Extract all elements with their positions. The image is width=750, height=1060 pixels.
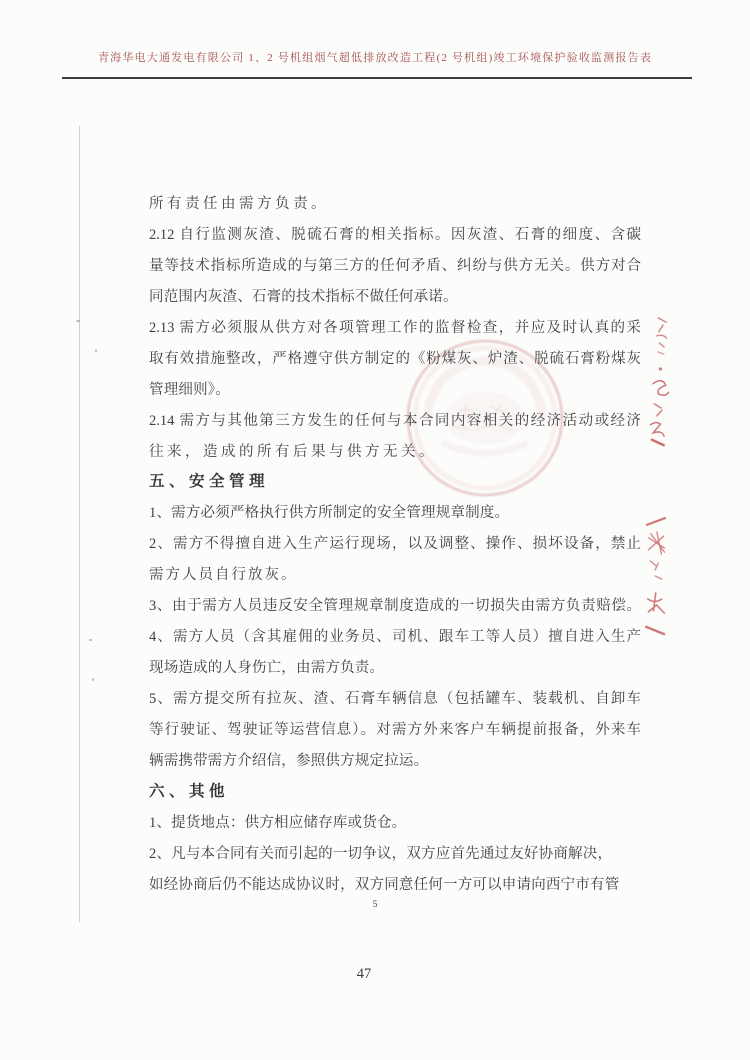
section-page-number: 5 [372, 900, 378, 910]
scan-fold-line [79, 126, 80, 922]
text-line: 4、需方人员（含其雇佣的业务员、司机、跟车工等人员）擅自进入生产 [149, 629, 641, 646]
text-line: 五、安全管理 [149, 473, 270, 491]
text-line: 3、由于需方人员违反安全管理规章制度造成的一切损失由需方负责赔偿。 [149, 598, 641, 615]
text-line: 所有责任由需方负责。 [149, 196, 329, 212]
text-line: 2.12 自行监测灰渣、脱硫石膏的相关指标。因灰渣、石膏的细度、含碳 [149, 226, 641, 243]
red-ink-annotation-upper [640, 311, 681, 450]
text-line: 往来，造成的所有后果与供方无关。 [149, 443, 437, 460]
red-ink-annotation-lower [637, 513, 679, 644]
text-line: 辆需携带需方介绍信，参照供方规定拉运。 [149, 752, 429, 769]
scan-speck [95, 349, 97, 352]
text-line: 2、需方不得擅自进入生产运行现场，以及调整、操作、损坏设备，禁止 [149, 536, 641, 553]
scan-speck [76, 320, 80, 322]
text-line: 量等技术指标所造成的与第三方的任何矛盾、纠纷与供方无关。供方对合 [149, 257, 641, 274]
header-divider-line [62, 77, 692, 79]
text-line: 需方人员自行放灰。 [149, 567, 298, 584]
contract-text-block [149, 189, 641, 901]
text-line: 2、凡与本合同有关而引起的一切争议，双方应首先通过友好协商解决， [149, 845, 613, 862]
scan-speck [92, 678, 94, 681]
text-line: 如经协商后仍不能达成协议时，双方同意任何一方可以申请向西宁市有管 [149, 876, 620, 893]
text-line: 取有效措施整改，严格遵守供方制定的《粉煤灰、炉渣、脱硫石膏粉煤灰 [149, 350, 641, 367]
text-line: 2.13 需方必须服从供方对各项管理工作的监督检查，并应及时认真的采 [149, 319, 641, 336]
text-line: 2.14 需方与其他第三方发生的任何与本合同内容相关的经济活动或经济 [149, 412, 641, 429]
text-line: 管理细则》。 [149, 381, 230, 398]
text-line: 1、提货地点：供方相应储存库或货仓。 [149, 814, 407, 831]
text-line: 同范围内灰渣、石膏的技术指标不做任何承诺。 [149, 288, 458, 305]
document-header-title: 青海华电大通发电有限公司 1、2 号机组烟气超低排放改造工程(2 号机组)竣工环境保护验收监测报告表 [97, 52, 653, 64]
text-line: 等行驶证、驾驶证等运营信息）。对需方外来客户车辆提前报备，外来车 [149, 721, 641, 738]
scan-speck [89, 639, 92, 641]
text-line: 现场造成的人身伤亡，由需方负责。 [149, 660, 385, 677]
text-line: 5、需方提交所有拉灰、渣、石膏车辆信息（包括罐车、装载机、自卸车 [149, 691, 641, 707]
text-line: 六、其他 [149, 782, 230, 800]
text-line: 1、需方必须严格执行供方所制定的安全管理规章制度。 [149, 505, 510, 522]
page-number: 47 [356, 966, 372, 982]
